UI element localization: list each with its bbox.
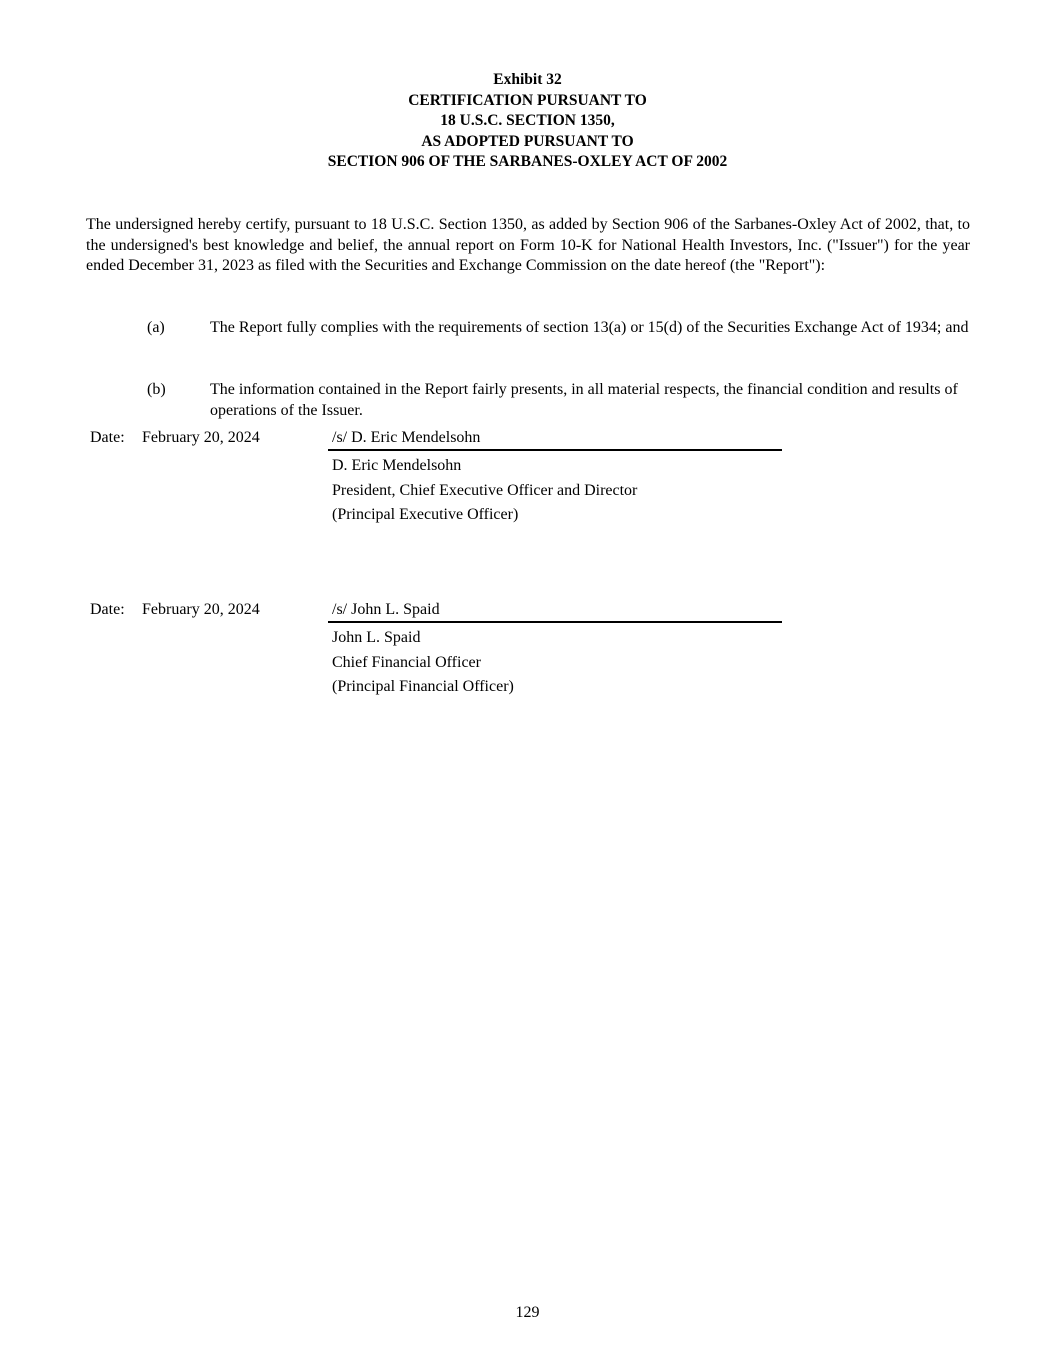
certification-item-b <box>147 380 970 421</box>
item-marker: (b) <box>147 381 166 398</box>
signature-line <box>328 429 782 451</box>
certification-item-a <box>147 318 970 339</box>
signer-info <box>332 454 637 528</box>
signer-title: President, Chief Executive Officer and Director <box>332 481 638 499</box>
signer-role: (Principal Executive Officer) <box>332 506 519 523</box>
date-label: Date: <box>90 601 125 618</box>
page-number: 129 <box>515 1304 540 1321</box>
act-reference: SECTION 906 OF THE SARBANES-OXLEY ACT OF 2002 <box>327 153 728 170</box>
item-marker: (a) <box>147 319 165 336</box>
signature-date: February 20, 2024 <box>142 429 260 446</box>
document-heading <box>0 70 1055 173</box>
adoption-line: AS ADOPTED PURSUANT TO <box>421 132 634 150</box>
signature-line <box>328 601 782 623</box>
signature-date: February 20, 2024 <box>142 601 260 618</box>
intro-paragraph: The undersigned hereby certify, pursuant to 18 U.S.C. Section 1350, as added by Section 906 of the Sarbanes-Oxley Act of 2002, that, to the undersigned's best knowledge and belief, the annual report on Form 10-K for National Health Investors, Inc. ("Issuer") for the year ended December 31, 2023 as filed with the Securities and Exchange Commission on the date hereof (the "Report"): <box>86 216 970 274</box>
signer-title: Chief Financial Officer <box>332 653 481 671</box>
signer-name: D. Eric Mendelsohn <box>332 457 462 474</box>
signature-text: /s/ D. Eric Mendelsohn <box>332 429 481 446</box>
signer-info <box>332 626 514 700</box>
signer-name: John L. Spaid <box>332 629 421 646</box>
date-label: Date: <box>90 429 125 446</box>
item-text: The information contained in the Report fairly presents, in all material respects, the financial condition and results of operations of the Issuer. <box>210 381 958 419</box>
signer-role: (Principal Financial Officer) <box>332 678 514 695</box>
statute-reference: 18 U.S.C. SECTION 1350, <box>440 112 615 129</box>
item-text: The Report fully complies with the requirements of section 13(a) or 15(d) of the Securities Exchange Act of 1934; and <box>210 319 969 336</box>
signature-text: /s/ John L. Spaid <box>332 601 440 618</box>
certification-title: CERTIFICATION PURSUANT TO <box>408 91 647 109</box>
exhibit-title: Exhibit 32 <box>493 71 562 88</box>
